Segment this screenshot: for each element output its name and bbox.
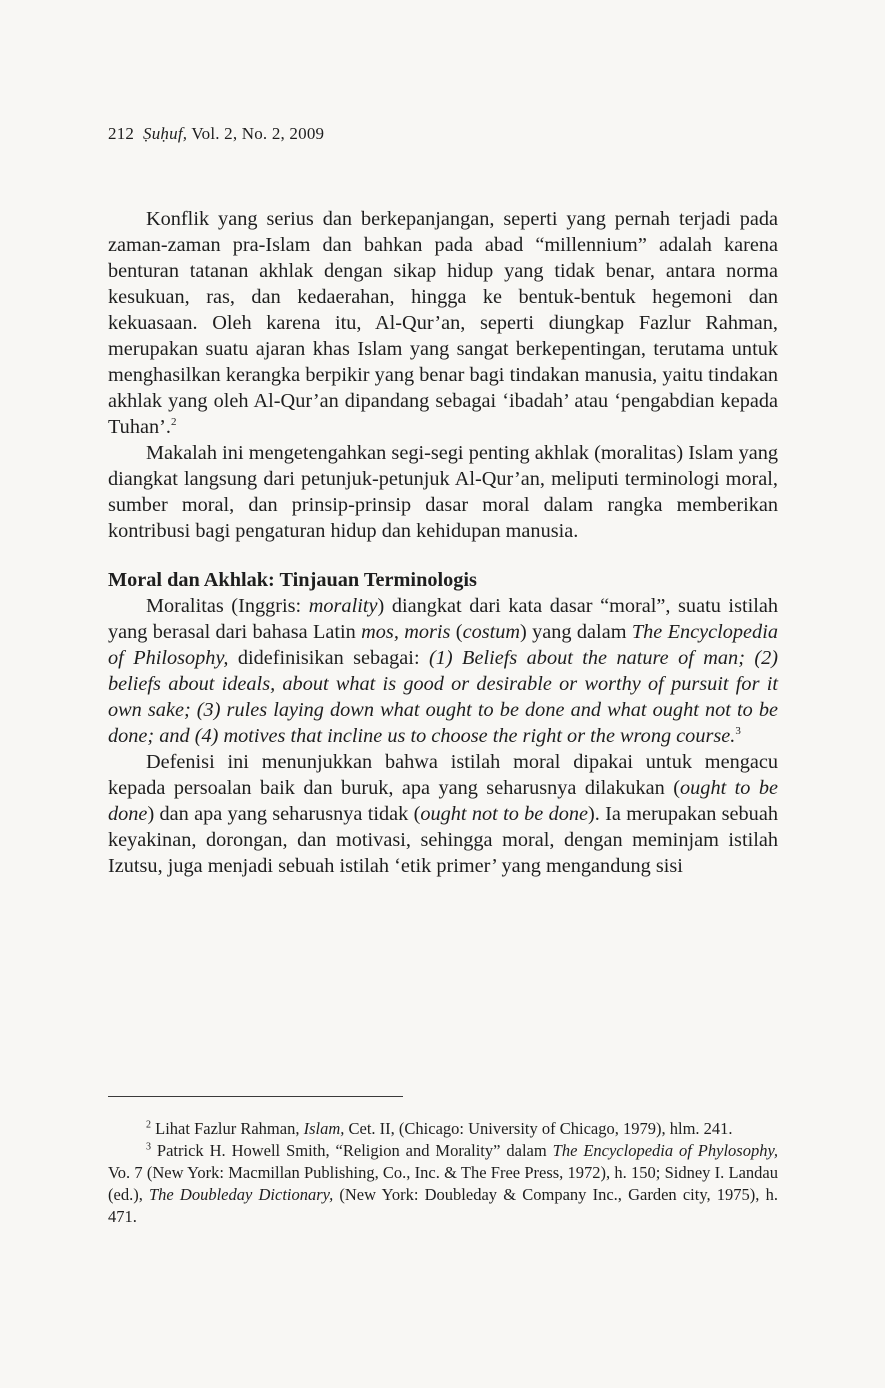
paragraph-scope-text: Makalah ini mengetengahkan segi-segi penting akhlak (moralitas) Islam yang diangkat langsung dari petunjuk-petunjuk Al-Qur’an, meliputi terminologi moral, sumber moral, dan prinsip-prinsip dasar moral dalam rangka memberikan kontribusi bagi pengaturan hidup dan kehidupan manusia.: [108, 442, 778, 542]
paragraph-scope: [108, 440, 778, 544]
running-head: [108, 124, 324, 144]
italic-run: ought to be done: [108, 777, 778, 825]
paragraph-intro-text: Konflik yang serius dan berkepanjangan, seperti yang pernah terjadi pada zaman-zaman pra-Islam dan bahkan pada abad “millennium” adalah karena benturan tatanan akhlak dengan sikap hidup yang tidak benar, antara norma kesukuan, ras, dan kedaerahan, hingga ke bentuk-bentuk hegemoni dan kekuasaan. Oleh karena itu, Al-Qur’an, seperti diungkap Fazlur Rahman, merupakan suatu ajaran khas Islam yang sangat berkepentingan, terutama untuk menghasilkan kerangka berpikir yang benar bagi tindakan manusia, yaitu tindakan akhlak yang oleh Al-Qur’an dipandang sebagai ‘ibadah’ atau ‘pengabdian kepada Tuhan’.: [108, 208, 778, 438]
italic-run: The Doubleday Dictionary,: [149, 1185, 334, 1204]
paragraph-explanation: [108, 749, 778, 879]
text-run: Cet. II, (Chicago: University of Chicago, 1979), hlm. 241.: [344, 1119, 733, 1138]
italic-run: morality: [308, 595, 378, 617]
footnote-number: 3: [146, 1141, 151, 1153]
section-heading: Moral dan Akhlak: Tinjauan Terminologis: [108, 569, 477, 591]
journal-name: Ṣuḥuf,: [143, 124, 188, 143]
italic-run: ought not to be done: [420, 803, 589, 825]
text-run: Vo. 7 (New York: Macmillan Publishing, Co., Inc. & The Free Press, 1972), h. 150; Sidney I. Landau (ed.),: [108, 1163, 778, 1204]
text-run: ) dan apa yang seharusnya tidak (: [147, 803, 421, 825]
text-run: Lihat Fazlur Rahman,: [151, 1119, 304, 1138]
text-run: Defenisi ini menunjukkan bahwa istilah moral dipakai untuk mengacu kepada persoalan baik dan buruk, apa yang seharusnya dilakukan (: [108, 751, 778, 799]
footnote-number: 2: [146, 1119, 151, 1131]
paragraph-intro: [108, 206, 778, 440]
text-run: ) diangkat dari kata dasar “moral”, suatu istilah yang berasal dari bahasa Latin: [108, 595, 779, 643]
italic-run: Islam,: [303, 1119, 345, 1138]
main-text: [108, 206, 778, 879]
text-run: didefinisikan sebagai:: [228, 647, 429, 669]
footnote-ref-2[interactable]: 2: [170, 416, 177, 429]
text-run: ) yang dalam: [520, 621, 632, 643]
italic-run: costum: [462, 621, 521, 643]
text-run: Moralitas (Inggris:: [146, 595, 309, 617]
quoted-definition: (1) Beliefs about the nature of man; (2) beliefs about ideals, about what is good or desirable or worthy of pursuit for it own sake; (3) rules laying down what ought to be done and what ought not to be done; and (4) motives that incline us to choose the right or the wrong course.: [108, 647, 779, 747]
footnote-3: [108, 1140, 778, 1228]
page-number: 212: [108, 124, 135, 143]
footnote-divider: [108, 1096, 403, 1097]
text-run: ). Ia merupakan sebuah keyakinan, dorongan, dan motivasi, sehingga moral, dengan meminjam istilah Izutsu, juga menjadi sebuah istilah ‘etik primer’ yang mengandung sisi: [108, 803, 778, 877]
journal-issue: Vol. 2, No. 2, 2009: [187, 124, 325, 143]
footnote-2: [108, 1118, 778, 1140]
footnote-ref-3[interactable]: 3: [735, 725, 741, 738]
paragraph-definition: [108, 593, 778, 749]
italic-run: The Encyclopedia of Philosophy,: [108, 621, 778, 669]
text-run: Patrick H. Howell Smith, “Religion and Morality” dalam: [151, 1141, 553, 1160]
text-run: (: [450, 621, 463, 643]
italic-run: mos, moris: [361, 621, 451, 643]
italic-run: The Encyclopedia of Phylosophy,: [552, 1141, 779, 1160]
text-run: (New York: Doubleday & Company Inc., Garden city, 1975), h. 471.: [108, 1185, 778, 1226]
footnotes: [108, 1118, 778, 1228]
